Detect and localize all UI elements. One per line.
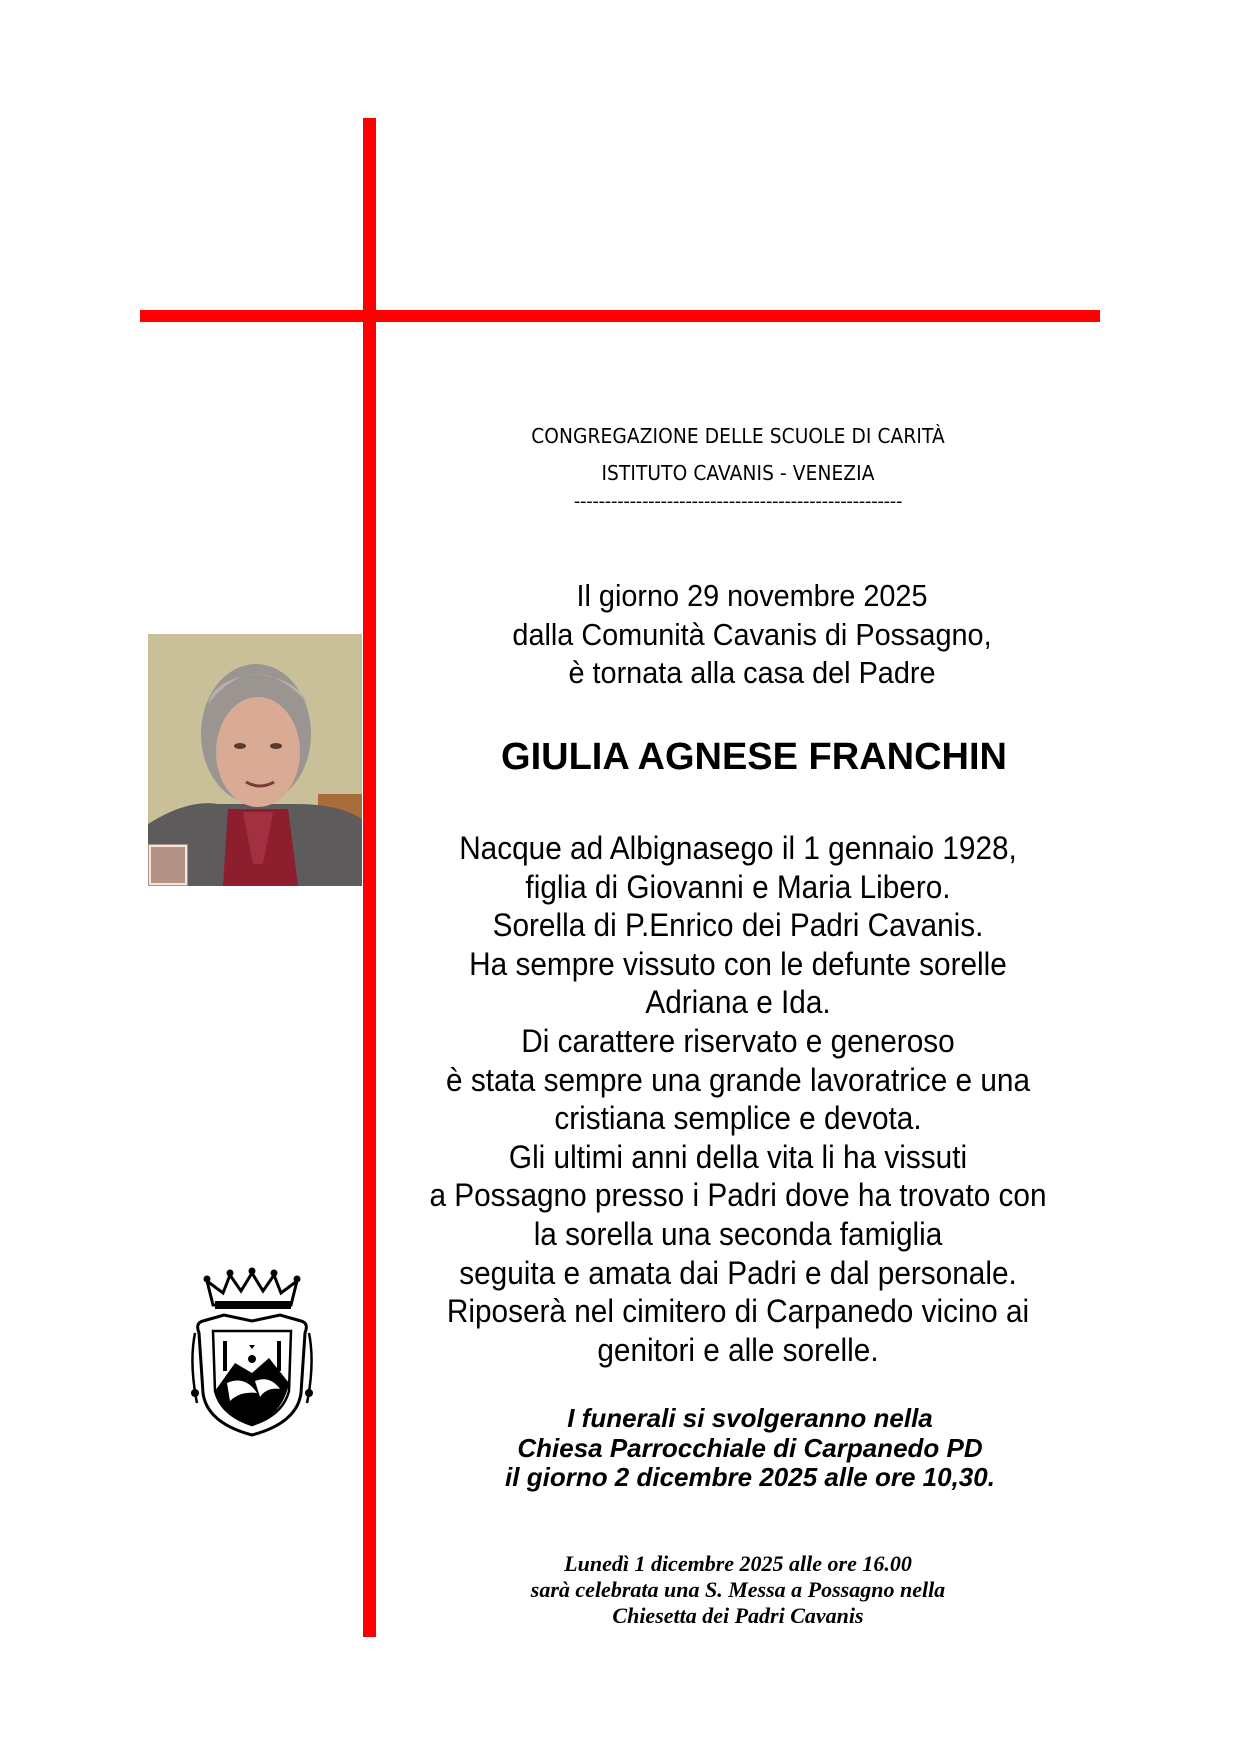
biography-line: Nacque ad Albignasego il 1 gennaio 1928, — [459, 830, 1017, 866]
intro-line: Il giorno 29 novembre 2025 — [576, 578, 928, 613]
biography-line: seguita e amata dai Padri e dal personale. — [459, 1254, 1017, 1291]
coat-of-arms-emblem — [185, 1263, 320, 1441]
portrait-photo-image — [148, 634, 362, 886]
header-separator: ----------------------------------------------------- — [573, 491, 903, 512]
biography-line: la sorella una seconda famiglia — [533, 1215, 943, 1252]
cross-vertical-bar — [363, 118, 376, 1637]
congregation-header — [438, 418, 1038, 492]
funeral-line: Chiesa Parrocchiale di Carpanedo PD — [517, 1432, 983, 1463]
mass-line: Lunedì 1 dicembre 2025 alle ore 16.00 — [564, 1551, 912, 1576]
mass-line: sarà celebrata una S. Messa a Possagno nella — [530, 1577, 946, 1602]
biography-line: Gli ultimi anni della vita li ha vissuti — [508, 1138, 968, 1175]
funeral-details — [450, 1404, 1050, 1493]
intro-line: è tornata alla casa del Padre — [568, 655, 936, 690]
funeral-line: I funerali si svolgeranno nella — [567, 1403, 933, 1433]
biography-line: Adriana e Ida. — [645, 984, 831, 1021]
institute-name: ISTITUTO CAVANIS - VENEZIA — [601, 461, 875, 485]
biography — [388, 829, 1088, 1369]
congregation-name: CONGREGAZIONE DELLE SCUOLE DI CARITÀ — [531, 424, 945, 448]
death-announcement — [452, 577, 1052, 693]
biography-line: cristiana semplice e devota. — [554, 1100, 922, 1137]
portrait-photo — [148, 634, 362, 886]
biography-line: figlia di Giovanni e Maria Libero. — [525, 868, 951, 905]
biography-line: a Possagno presso i Padri dove ha trovato con — [429, 1177, 1047, 1214]
intro-line: dalla Comunità Cavanis di Possagno, — [512, 616, 992, 652]
biography-line: Di carattere riservato e generoso — [521, 1022, 955, 1059]
deceased-name: GIULIA AGNESE FRANCHIN — [501, 736, 1007, 778]
funeral-line: il giorno 2 dicembre 2025 alle ore 10,30. — [505, 1462, 995, 1492]
biography-line: è stata sempre una grande lavoratrice e una — [446, 1061, 1030, 1098]
biography-line: genitori e alle sorelle. — [597, 1331, 879, 1368]
biography-line: Sorella di P.Enrico dei Padri Cavanis. — [492, 907, 984, 944]
biography-line: Riposerà nel cimitero di Carpanedo vicino ai — [446, 1293, 1030, 1330]
biography-line: Ha sempre vissuto con le defunte sorelle — [469, 945, 1007, 982]
mass-line: Chiesetta dei Padri Cavanis — [612, 1603, 864, 1628]
mass-details — [438, 1551, 1038, 1629]
cross-horizontal-bar — [140, 310, 1100, 322]
